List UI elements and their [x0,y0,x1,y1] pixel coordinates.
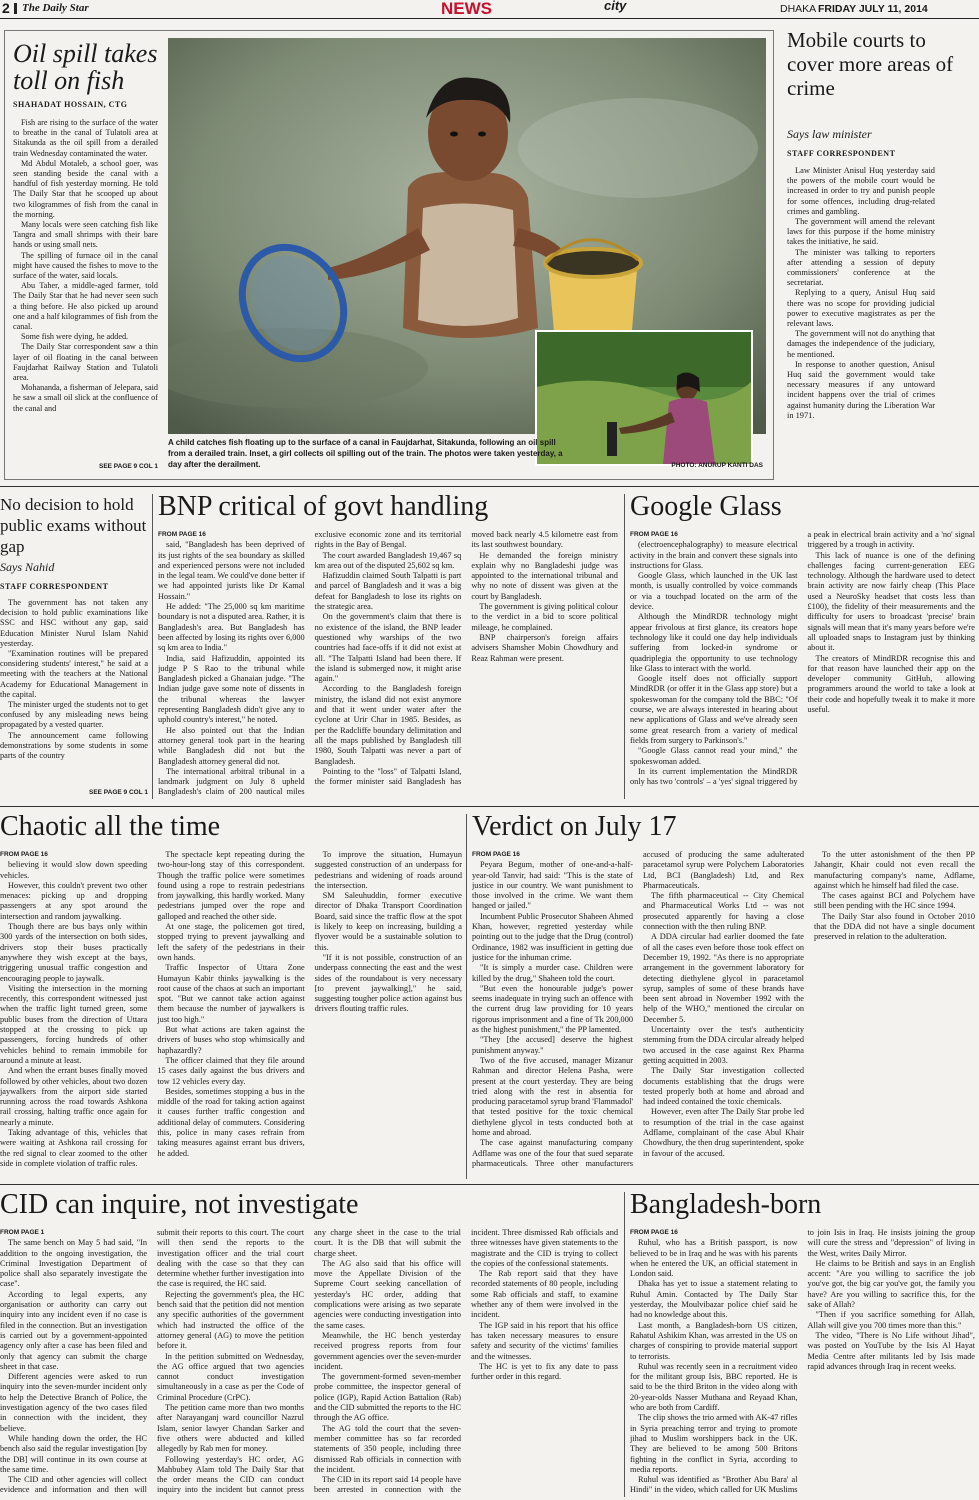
bangladesh-born-body [630,1228,975,1496]
photo-caption: A child catches fish floating up to the surface of a canal in Faujdarhat, Sitakunda, following an oil spill from a derailed train. Inset, a girl collects oil spilling out of the train. The photos were taken yesterday, a day after the derailment. [168,438,563,469]
paragraph: But what actions are taken against the drivers of buses who stop whimsically and haphazardly? [157,1025,305,1055]
paragraph: Visiting the intersection in the morning recently, this correspondent witnessed just when the traffic light turned green, some public buses from the direction of Uttara stopped at the crossing to pick up passengers, forcing hundreds of other vehicles behind to remain immobile for around a minute at least. [0,983,148,1065]
paragraph: To the utter astonishment of the then PP Jahangir, Khair could not even recall the manufacturing company's name, Adflame, against which he himself had filed the case. [814,850,975,890]
verdict-body [472,850,975,1178]
paragraph: The minister was talking to reporters after attending a session of deputy commissioners' conference at the secretariat. [787,247,935,288]
paragraph: Meanwhile, the HC bench yesterday received progress reports from four government agencies over the seven-murder incident. [314,1330,461,1371]
paragraph: "It is simply a murder case. Children were killed by the drug," Shaheen told the court. [472,963,633,983]
paragraph: Google itself does not officially support MindRDR (or offer it in the Glass app store) but a spokeswoman for the company told the BBC: "Of course, we are always interested in hearing about new applications of Glass and we've already seen some great research from a variety of medical fields from surgery to Parkinson's." [630,674,798,745]
paper-name: The Daily Star [22,2,89,14]
paragraph: In the petition submitted on Wednesday, the AG office argued that two agencies cannot conduct investigation simultaneously in a case as per the Code of Criminal Procedure (CrPC). [157,1351,304,1402]
photo-credit: PHOTO: ANURUP KANTI DAS [671,462,763,469]
paragraph: The announcement came following demonstrations by some students in some parts of the country [0,730,148,761]
paragraph: The same bench on May 5 had said, "In addition to the ongoing investigation, the Criminal Investigation Department of police shall also separately investigate the case". [0,1238,147,1289]
paragraph: The IGP said in his report that his office has taken necessary measures to ensure safety and security of the victims' families and the witnesses. [471,1320,618,1361]
paragraph: believing it would slow down speeding vehicles. [0,860,148,880]
paragraph: The CID in its report said 14 people have been arrested in connection with the incident. Three dismissed Rab officials and three witnesses have given statements to the magistrate and the CID is trying to collect the copies of the confessional statements. [314,1228,618,1495]
paragraph: "They [the accused] deserve the highest punishment anyway." [472,1035,633,1055]
section-label: NEWS [441,0,492,18]
column-rule [624,494,625,799]
bangladesh-born-headline: Bangladesh-born [630,1189,822,1220]
paragraph: However, this couldn't prevent two other menaces: picking up and dropping passengers at any spot around the intersection and random jaywalking. [0,880,148,921]
paragraph: Rejecting the government's plea, the HC bench said that the petition did not mention any specific authorities of the government which had instructed the office of the attorney general (AG) to move the petition before it. [157,1289,304,1351]
paragraph: Some fish were dying, he added. [21,332,129,342]
paragraph: The government will amend the relevant laws for this purpose if the home ministry takes the initiative, he said. [787,217,935,247]
paragraph: BNP chairperson's foreign affairs advisers Shamsher Mobin Chowdhury and Reaz Rahman were present. [471,632,618,663]
from-page-label: FROM PAGE 16 [472,851,520,858]
subsection-label: city [604,0,627,13]
from-page-label: FROM PAGE 1 [0,1229,45,1236]
paragraph: Uncertainty over the test's authenticity stemming from the DDA circular already helped two accused in the case against Rex Pharma getting acquitted in 2003. [643,1025,804,1065]
verdict-headline: Verdict on July 17 [472,811,677,842]
paragraph: said, "Bangladesh has been deprived of its just rights of the sea boundary as skilled and experienced persons were not included in the legal team. We could've done better if we had appointed jurists like Dr Kamal Hossain." [158,540,305,601]
from-page-label: FROM PAGE 16 [158,531,206,538]
paragraph: On the government's claim that there is no existence of the island, the BNP leader questioned why warships of the two countries had face-offs if it did not exist at all. "The Talpatti Island had been there. If the island is submerged now, it might arise again." [314,612,462,684]
public-exams-subhead: Says Nahid [0,560,55,574]
paragraph: Mohananda, a fisherman of Jelepara, said he saw a small oil slick at the confluence of the canal and [13,383,158,413]
cid-body [0,1228,618,1496]
paragraph: Different agencies were asked to run inquiry into the seven-murder incident only to help the Detective Branch of Police, the investigation agency of the two cases filed in connection with the incident, they believe. [0,1372,147,1433]
public-exams-body [0,598,148,786]
dateline-date: FRIDAY JULY 11, 2014 [818,3,928,15]
paragraph: The officer claimed that they file around 15 cases daily against the bus drivers and tow 12 vehicles every day. [157,1055,305,1086]
column-rule [152,494,153,799]
public-exams-headline: No decision to hold public exams without gap [0,495,147,556]
paragraph: Law Minister Anisul Huq yesterday said the powers of the mobile court would be increased in order to try and punish people for some offences, including drug-related crimes and gambling. [787,166,935,216]
paragraph: The creators of MindRDR recognise this and for that reason have launched their app on the developer community GitHub, allowing programmers around the world to take a look at their code and hopefully tweak it to make it more useful. [807,653,975,715]
paragraph: Traffic Inspector of Uttara Zone Humayun Kabir thinks jaywalking is the root cause of the chaos at such an important spot. "But we cannot take action against them because the number of jaywalkers is just too high." [157,963,305,1024]
paragraph: Many locals were seen catching fish like Tangra and small shrimps with their bare hands or using small nets. [13,220,158,250]
mobile-courts-headline: Mobile courts to cover more areas of crime [787,28,954,100]
paragraph: Google Glass, which launched in the UK last month, is usually controlled by voice commands or via a touchpad located on the arm of the device. [630,571,798,612]
mobile-courts-body [787,166,935,478]
mobile-courts-subhead: Says law minister [787,127,872,141]
paragraph: The Rab report said that they have recorded statements of 80 people, including some Rab officials and staff, to examine whether any of them were involved in the incident. [471,1269,618,1320]
paragraph: Peyara Begum, mother of one-and-a-half-year-old Tanvir, had said: "This is the state of justice in our country. We want punishment to those involved in the crime. We want them hanged or jailed." [472,860,633,911]
oil-spill-headline: Oil spill takes toll on fish [13,39,158,96]
paragraph: Although the MindRDR technology might appear frivolous at first glance, its creators hope technology like it could one day help individuals suffering from locked-in syndrome or quadriplegia the opportunity to use technology like Glass to interact with the world. [630,612,798,673]
cid-headline: CID can inquire, not investigate [0,1189,359,1220]
paragraph: He claims to be British and says in an English accent: "Are you willing to sacrifice the job you've got, the big car you've got, the family you have? Are you willing to sacrifice this, for the sake of Allah? [807,1258,975,1310]
masthead-separator [14,3,17,14]
paragraph: "If it is not possible, construction of an underpass connecting the east and the west sides of the roundabout is very necessary [to prevent jaywalking]," he said, suggesting tougher police action against bus drivers flouting traffic rules. [314,952,462,1014]
paragraph: Fish are rising to the surface of the water to breathe in the canal of Tulatoli area at Sitakunda as the oil spill from a derailed train Wednesday contaminated the water. [13,118,158,158]
paragraph: The government is giving political colour to the verdict in a bid to score political mileage, he complained. [471,602,618,632]
dateline-city: DHAKA [780,3,817,15]
paragraph: The petition came more than two months after Narayanganj ward councillor Nazrul Islam, senior lawyer Chandan Sarker and five others were abducted and killed allegedly by Rab men for money. [157,1403,304,1454]
paragraph: Replying to a query, Anisul Huq said there was no scope for providing judicial power to executive magistrates as per the relevant laws. [787,288,935,329]
girl-collecting-oil-illustration [537,332,751,464]
masthead [0,0,979,18]
paragraph: A DDA circular had earlier doomed the fate of all the cases even before those took effect on December 19, 1992. "As there is no appropriate arrangement in the government laboratory for detecting diethylene glycol in paracetamol syrup, samples of some of these brands have been sent abroad in November 1992 with the help of the WHO," mentioned the circular on December 5. [643,932,804,1024]
oil-spill-byline: SHAHADAT HOSSAIN, CTG [13,100,128,109]
paragraph: The government has not taken any decision to hold public examinations like SSC and HSC without any gap, said Education Minister Nurul Islam Nahid yesterday. [0,598,148,648]
paragraph: This lack of nuance is one of the defining challenges facing current-generation EEG technology. Although the hardware used to detect brain activity are now fairly cheap (This Place used a NeuroSky headset that costs less than £100), the fidelity of their measurements and the difficulty for users to broadcast 'precise' brain signals will mean that it's many years before we're all uploaded snaps to Instagram just by thinking about it. [807,550,975,653]
paragraph: While handing down the order, the HC bench also said the regular investigation [by the DB] will continue in its own course at the same time. [0,1433,147,1474]
paragraph: Md Abdul Motaleb, a school goer, was seen standing beside the canal with a handful of fish yesterday morning. He told The Daily Star that he scooped up about two kilogrammes of fish from the canal in the morning. [13,158,158,219]
paragraph: Dhaka has yet to issue a statement relating to Ruhul Amin. Contacted by The Daily Star yesterday, the Moulvibazar police chief said he had no knowledge about this. [630,1279,798,1320]
paragraph: Besides, sometimes stopping a bus in the middle of the road for taking action against it causes further traffic congestion and additional delay of commuters. Considering this, police in many cases refrain from taking measures against errant bus drivers, he added. [157,1086,305,1158]
paragraph: In response to another question, Anisul Huq said the government would take necessary measures if any untoward incident happens over the trial of crimes against humanity during the Liberation War in 1971. [787,359,935,420]
paragraph: However, even after The Daily Star probe led to resumption of the trial in the case against Adflame, complainant of the case Abul Khair Chowdhury, the then drug superintendent, spoke in favour of the accused. [643,1107,804,1158]
oil-spill-continued: SEE PAGE 9 COL 1 [98,463,158,470]
from-page-label: FROM PAGE 16 [630,531,678,538]
paragraph: Last month, a Bangladesh-born US citizen, Rahatul Ashikim Khan, was arrested in the US on charges of conspiring to provide material support to terrorists. [630,1320,798,1361]
chaotic-body [0,850,462,1178]
paragraph: The cases against BCI and Polychem have still been pending with the HC since 1994. [814,891,975,911]
paragraph: The Daily Star correspondent saw a thin layer of oil floating in the canal between Faujdarhat Railway Station and Tulatoli area. [13,342,158,383]
paragraph: At one stage, the policemen got tired, stopped trying to prevent jaywalking and left the safety of the pedestrians in their own hands. [157,922,305,962]
bnp-body [158,530,618,798]
public-exams-continued: SEE PAGE 9 COL 1 [88,789,148,796]
google-glass-headline: Google Glass [630,491,782,522]
paragraph: SM Saleuhuddin, former executive director of Dhaka Transport Coordination Board, said since the traffic flow at the spot is likely to keep on increasing, building a flyover would be a sustainable solution to this. [314,891,462,952]
paragraph: "Then if you sacrifice something for Allah, Allah will give you 700 times more than this." [807,1310,975,1330]
column-rule [624,1192,625,1497]
paragraph: The case against manufacturing company Adflame was one of the four that sued separate pharmaceuticals. Three other manufacturers accused of producing the same adulterated paracetamol syrup were Polychem Laboratories Ltd, BCI (Bangladesh) Ltd, and Rex Pharmaceuticals. [472,850,804,1168]
paragraph: The government-formed seven-member probe committee, the inspector general of police (IGP), Rapid Action Battalion (Rab) and the CID submitted the reports to the HC through the AG office. [314,1372,462,1423]
paragraph: In its current implementation the MindRDR only has two 'controls' – a 'yes' signal triggered by a peak in electrical brain activity and a 'no' signal triggered by a trough in activity. [630,530,975,787]
paragraph: Two of the five accused, manager Mizanur Rahman and director Helena Pasha, were present at the court yesterday. They are being tried along with the rest in absentia for producing paracetamol syrup brand 'Flammadol' that tested positive for the toxic chemical diethylene glycol in tests conducted both at home and abroad. [472,1055,633,1138]
paragraph: "Examination routines will be prepared considering students' interest," he said at a meeting with the teachers at the National Academy for Educational Management in the capital. [0,649,148,699]
paragraph: Incumbent Public Prosecutor Shaheen Ahmed Khan, however, regretted yesterday while pointing out to the judge that the Drug (control) Ordinance, 1982 was insufficient in getting due justice for the inhuman crime. [472,911,633,962]
paragraph: The government will not do anything that damages the independence of the judiciary, he mentioned. [787,329,935,359]
masthead-rule [0,18,979,19]
paragraph: The spectacle kept repeating during the two-hour-long stay of this correspondent. Though the traffic police were sometimes found using a rope to restrain pedestrians from jaywalking, this hardly worked. Many pedestrians jumped over the rope and galloped and reached the other side. [157,850,305,921]
paragraph: The AG told the court that the seven-member committee has so far recorded statements of 350 people, including three dismissed Rab officials in connection with the incident. [314,1423,461,1474]
paragraph: The AG also said that his office will move the Appellate Division of the Supreme Court seeking cancellation of yesterday's HC order, adding that complications were arising as two separate agencies were conducting investigation into the same cases. [314,1258,461,1330]
paragraph: The Daily Star investigation collected documents establishing that the drugs were tested properly both at home and abroad and had indeed contained the toxic chemicals. [643,1066,804,1107]
paragraph: To improve the situation, Humayun suggested construction of an underpass for pedestrians and widening of roads around the intersection. [314,850,462,890]
mobile-courts-byline: STAFF CORRESPONDENT [787,149,896,158]
paragraph: The fifth pharmaceutical -- City Chemical and Pharmaceutical Works Ltd -- was not prosecuted apparently for having a close connection with the then ruling BNP. [643,891,804,932]
section-rule [0,486,979,487]
paragraph: The Daily Star also found in October 2010 that the DDA did not have a single document preserved in relation to the adulteration. [814,911,975,942]
paragraph: The court awarded Bangladesh 19,467 sq km area out of the disputed 25,602 sq km. [314,550,462,570]
paragraph: According to legal experts, any organisation or authority can carry out inquiry into any incident even if no case is filed in the connection. But an investigation is carried out by a government-appointed agency only after a case has been filed and only that agency can submit the charge sheet in that case. [0,1289,147,1371]
paragraph: According to the Bangladesh foreign ministry, the island did not exist anymore and that it went under water after the cyclone at Urir Char in 1985. Besides, as per the Radcliffe boundary delimitation and all the maps published by Bangladesh till 1980, South Talpatti was never a part of Bangladesh. [314,684,462,766]
paragraph: The international arbitral tribunal in a landmark judgment on July 8 upheld Bangladesh's claim of 200 nautical miles exclusive economic zone and its territorial rights in the Bay of Bengal. [158,530,462,797]
column-rule [466,814,467,1179]
page-number: 2 [2,0,10,16]
section-rule [0,806,979,807]
paragraph: The CID and other agencies will collect evidence and information and then will submit their reports to this court. The court will then send the reports to the investigation officer and the trial court dealing with the case so that they can determine whether further investigation into the case is required, the HC said. [0,1228,304,1495]
paragraph: The clip shows the trio armed with AK-47 rifles in Syria preaching terror and trying to promote jihad to Muslim worshippers back in the UK. They are believed to be among 500 Britons fighting in the conflict in Syria, according to media reports. [630,1413,798,1474]
section-rule [0,1184,979,1185]
paragraph: The minister urged the students not to get confused by any misleading news being propagated by a vested quarter. [0,700,148,730]
paragraph: Abu Taher, a middle-aged farmer, told The Daily Star that he had never seen such a thing before. He also picked up around one and a half kilogrammes of fish from the canal. [13,281,158,332]
paragraph: Ruhul, who has a British passport, is now believed to be in Iraq and he was with his parents when he entered the UK, an official statement in London said. [630,1238,798,1279]
paragraph: And when the errant buses finally moved followed by other vehicles, about two dozen jaywalkers from the airport side started running across the road towards Ashkona rail crossing, halting traffic once again for nearly a minute. [0,1066,148,1127]
paragraph: Though there are bus bays only within 300 yards of the intersection on both sides, drivers stop their buses practically anywhere they wish except at the bays, triggering unusual traffic congestion and encouraging people to jaywalk. [0,922,148,983]
paragraph: India, said Hafizuddin, appointed its judge P S Rao to the tribunal while Bangladesh picked a Ghanaian judge. "The Indian judge gave some note of dissents in the tribunal whereas the lawyer representing Bangladesh didn't give any to uphold country's interest," he noted. [158,653,305,725]
paragraph: The video, "There is No Life without Jihad", was posted on YouTube by the Isis Al Hayat Media Centre after militants led by Isis made rapid advances through Iraq in recent weeks. [807,1330,975,1371]
paragraph: The spilling of furnace oil in the canal might have caused the fishes to move to the surface of the water, said locals. [13,250,158,281]
paragraph: Ruhul was identified as "Brother Abu Bara' al Hindi" in the video, which called for UK Muslims to join Isis in Iraq. He insists joining the group will cure the stress and "depression" of living in the West, writes Daily Mirror. [630,1228,975,1495]
paragraph: Taking advantage of this, vehicles that were waiting at Ashkona rail crossing for the red signal to clear zoomed to the other side in complete violation of traffic rules. [0,1128,148,1168]
oil-spill-body [13,118,158,462]
paragraph: "But even the honourable judge's power seems inadequate in trying such an offence with the current drug law providing for 10 years rigorous imprisonment and a fine of Tk 200,000 as the highest punishment," the PP lamented. [472,983,633,1035]
chaotic-headline: Chaotic all the time [0,811,221,842]
paragraph: He added: "The 25,000 sq km maritime boundary is not a disputed area. Rather, it is Bangladesh's area. But Bangladesh has been affected by losing its rights over 6,000 sq km area to India." [158,602,305,653]
paragraph: Pointing to the "loss" of Talpatti Island, the former minister said Bangladesh has moved back nearly 4.5 kilometre east from its last southwest boundary. [314,530,618,787]
paragraph: (electroencephalography) to measure electrical activity in the brain and convert these signals into instructions for Glass. [630,540,798,570]
from-page-label: FROM PAGE 16 [0,851,48,858]
bnp-headline: BNP critical of govt handling [158,491,489,522]
paragraph: He demanded the foreign ministry explain why no Bangladeshi judge was appointed to the international tribunal and why no note of dissent was given at the court by Bangladesh. [471,550,618,601]
paragraph: He also pointed out that the Indian attorney general took part in the hearing while Bangladesh did not but the Bangladesh attorney general did not. [158,725,305,766]
paragraph: Ruhul was recently seen in a recruitment video for the militant group Isis, BBC reported. He is said to be the third Briton in the video along with 20-year-olds Nasser Muthana and Reyaad Khan, who are both from Cardiff. [630,1361,798,1413]
public-exams-byline: STAFF CORRESPONDENT [0,582,109,591]
paragraph: "Google Glass cannot read your mind," the spokeswoman added. [630,746,798,766]
google-glass-body [630,530,975,798]
paragraph: Hafizuddin claimed South Talpatti is part and parcel of Bangladesh and it was a big defeat for Bangladesh to lose its rights on the strategic area. [314,571,462,612]
from-page-label: FROM PAGE 16 [630,1229,678,1236]
paragraph: Following yesterday's HC order, AG Mahbubey Alam told The Daily Star that the order means the CID can conduct inquiry into the incident but cannot press any charge sheet in the case to the trial court. It is the DB that will submit the charge sheet. [157,1228,461,1495]
paragraph: The HC is yet to fix any date to pass further order in this regard. [471,1361,618,1382]
